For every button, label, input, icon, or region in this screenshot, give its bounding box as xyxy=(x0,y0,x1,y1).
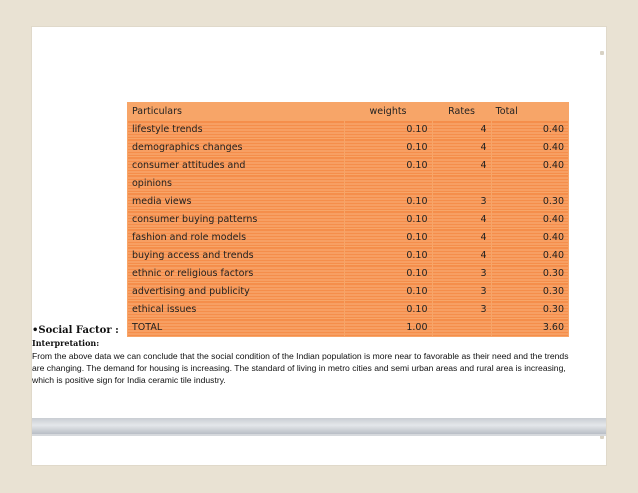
cell-total: 0.40 xyxy=(491,229,568,247)
cell-weight xyxy=(344,175,432,193)
cell-rate: 3 xyxy=(432,283,491,301)
social-factor-table xyxy=(127,102,569,337)
section-heading: •Social Factor : xyxy=(32,325,119,336)
table-row xyxy=(128,211,569,229)
table-row xyxy=(128,283,569,301)
cell-total: 0.40 xyxy=(491,211,568,229)
cell-particular: TOTAL xyxy=(128,319,345,337)
cell-total xyxy=(491,175,568,193)
cell-total: 0.40 xyxy=(491,121,568,139)
cell-rate: 3 xyxy=(432,301,491,319)
table-row xyxy=(128,229,569,247)
table-row xyxy=(128,301,569,319)
cell-rate: 4 xyxy=(432,211,491,229)
interpretation-label: Interpretation: xyxy=(32,338,100,348)
table-header-row xyxy=(128,103,569,121)
corner-dot-top-right xyxy=(600,51,604,55)
cell-particular: opinions xyxy=(128,175,345,193)
cell-particular: demographics changes xyxy=(128,139,345,157)
cell-weight: 0.10 xyxy=(344,265,432,283)
table-row xyxy=(128,121,569,139)
cell-weight: 0.10 xyxy=(344,193,432,211)
cell-weight: 0.10 xyxy=(344,121,432,139)
cell-total: 3.60 xyxy=(491,319,568,337)
table-row xyxy=(128,193,569,211)
cell-weight: 0.10 xyxy=(344,283,432,301)
interpretation-section xyxy=(32,325,572,386)
cell-weight: 1.00 xyxy=(344,319,432,337)
cell-particular: consumer buying patterns xyxy=(128,211,345,229)
cell-weight: 0.10 xyxy=(344,157,432,175)
cell-total: 0.30 xyxy=(491,301,568,319)
cell-weight: 0.10 xyxy=(344,301,432,319)
cell-particular: media views xyxy=(128,193,345,211)
header-weights: weights xyxy=(344,103,432,121)
cell-particular: advertising and publicity xyxy=(128,283,345,301)
cell-weight: 0.10 xyxy=(344,211,432,229)
interpretation-paragraph: From the above data we can conclude that the social condition of the Indian population is more near to favorable as their need and the trends are changing. The demand for housing is increasing. The standard of living in metro cities and semi urban areas and rural area is increasing, which is positive sign for India ceramic tile industry. xyxy=(32,351,569,385)
cell-rate: 3 xyxy=(432,265,491,283)
cell-rate: 4 xyxy=(432,121,491,139)
cell-weight: 0.10 xyxy=(344,247,432,265)
cell-particular: lifestyle trends xyxy=(128,121,345,139)
cell-rate: 4 xyxy=(432,247,491,265)
cell-weight: 0.10 xyxy=(344,139,432,157)
cell-total: 0.40 xyxy=(491,157,568,175)
cell-total: 0.40 xyxy=(491,247,568,265)
header-particulars: Particulars xyxy=(128,103,345,121)
cell-total: 0.30 xyxy=(491,193,568,211)
table-row xyxy=(128,139,569,157)
slide xyxy=(32,27,606,465)
header-rates: Rates xyxy=(432,103,491,121)
cell-particular: buying access and trends xyxy=(128,247,345,265)
cell-rate: 4 xyxy=(432,157,491,175)
table-row xyxy=(128,247,569,265)
cell-particular: fashion and role models xyxy=(128,229,345,247)
cell-rate: 3 xyxy=(432,193,491,211)
cell-weight: 0.10 xyxy=(344,229,432,247)
cell-total: 0.30 xyxy=(491,283,568,301)
table-row xyxy=(128,157,569,175)
footer-band xyxy=(32,418,606,434)
cell-rate: 4 xyxy=(432,139,491,157)
cell-total: 0.40 xyxy=(491,139,568,157)
cell-particular: ethical issues xyxy=(128,301,345,319)
cell-rate: 4 xyxy=(432,229,491,247)
cell-particular: consumer attitudes and xyxy=(128,157,345,175)
cell-total: 0.30 xyxy=(491,265,568,283)
cell-rate xyxy=(432,175,491,193)
table-row xyxy=(128,265,569,283)
cell-particular: ethnic or religious factors xyxy=(128,265,345,283)
footer-line xyxy=(32,434,606,436)
header-total: Total xyxy=(491,103,568,121)
table-row xyxy=(128,175,569,193)
